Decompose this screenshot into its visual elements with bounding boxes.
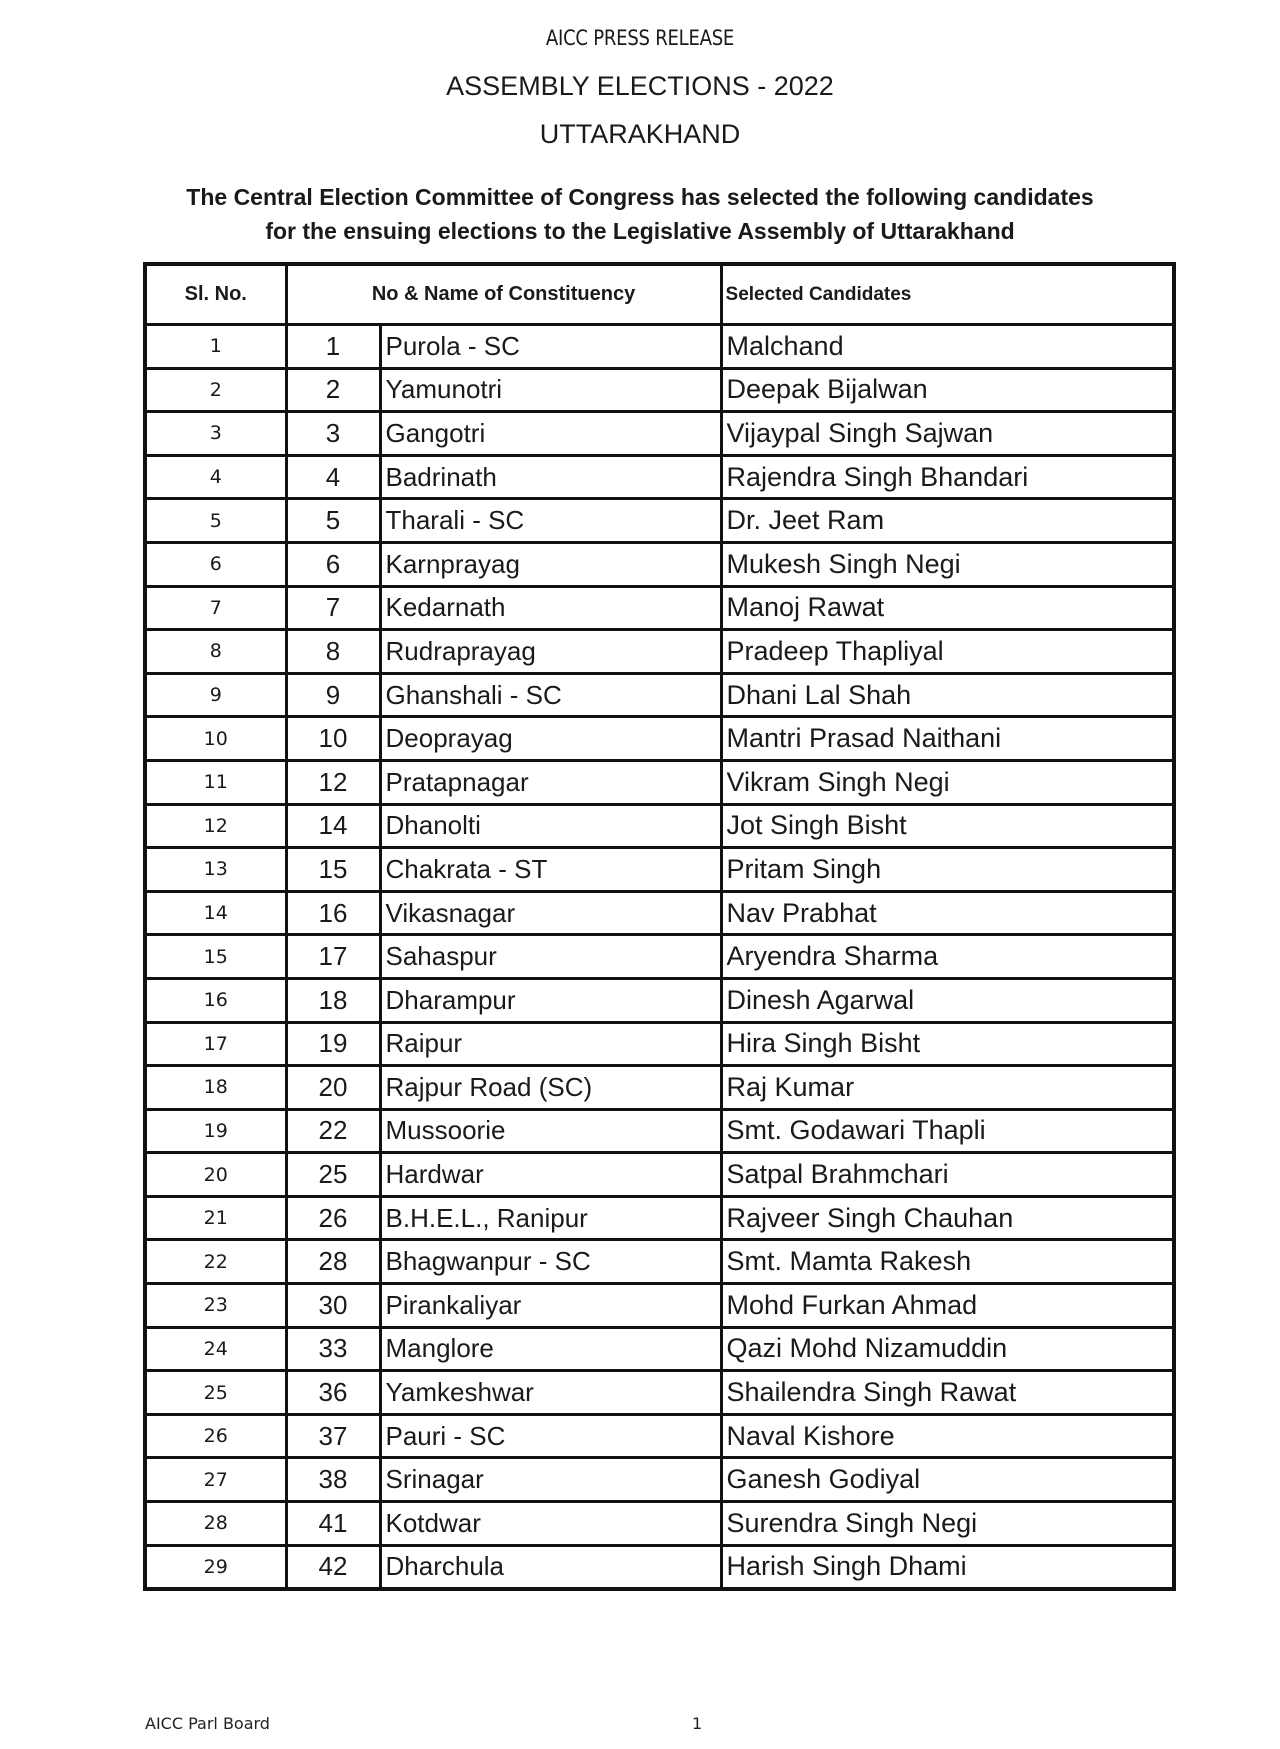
table-row [145,1066,1174,1110]
table-row [145,1545,1174,1589]
sl-no-cell: 20 [145,1153,286,1197]
sl-no-cell: 22 [145,1240,286,1284]
candidate-name-cell: Mantri Prasad Naithani [721,717,1174,761]
sl-no-cell: 21 [145,1196,286,1240]
constituency-name-cell: Gangotri [380,412,721,456]
constituency-number-cell: 10 [286,717,380,761]
constituency-number-cell: 9 [286,673,380,717]
press-release-label: AICC PRESS RELEASE [545,26,735,50]
table-row [145,717,1174,761]
candidate-name-cell: Aryendra Sharma [721,935,1174,979]
table-row [145,1327,1174,1371]
candidate-name-cell: Smt. Godawari Thapli [721,1109,1174,1153]
sl-no-cell: 18 [145,1066,286,1110]
sl-no-cell: 26 [145,1414,286,1458]
sl-no-cell: 9 [145,673,286,717]
sl-no-cell: 17 [145,1022,286,1066]
candidate-name-cell: Nav Prabhat [721,891,1174,935]
sl-no-cell: 5 [145,499,286,543]
sl-no-cell: 3 [145,412,286,456]
candidate-name-cell: Satpal Brahmchari [721,1153,1174,1197]
constituency-number-cell: 19 [286,1022,380,1066]
table-row [145,1414,1174,1458]
candidate-name-cell: Pritam Singh [721,848,1174,892]
constituency-number-cell: 12 [286,760,380,804]
constituency-number-cell: 17 [286,935,380,979]
candidate-name-cell: Dhani Lal Shah [721,673,1174,717]
table-row [145,1240,1174,1284]
constituency-name-cell: Pirankaliyar [380,1284,721,1328]
constituency-name-cell: B.H.E.L., Ranipur [380,1196,721,1240]
constituency-name-cell: Bhagwanpur - SC [380,1240,721,1284]
table-row [145,1371,1174,1415]
table-row [145,1458,1174,1502]
candidate-name-cell: Harish Singh Dhami [721,1545,1174,1589]
candidate-name-cell: Ganesh Godiyal [721,1458,1174,1502]
document-title: ASSEMBLY ELECTIONS - 2022 [446,71,834,101]
table-row [145,848,1174,892]
candidate-name-cell: Vijaypal Singh Sajwan [721,412,1174,456]
table-row [145,891,1174,935]
constituency-number-cell: 42 [286,1545,380,1589]
constituency-name-cell: Mussoorie [380,1109,721,1153]
table-header-row [145,264,1174,325]
sl-no-cell: 11 [145,760,286,804]
constituency-name-cell: Kotdwar [380,1502,721,1546]
candidates-table [143,262,1176,1591]
constituency-number-cell: 26 [286,1196,380,1240]
table-row [145,1022,1174,1066]
constituency-number-cell: 22 [286,1109,380,1153]
table-row [145,978,1174,1022]
table-row [145,499,1174,543]
sl-no-cell: 2 [145,368,286,412]
constituency-number-cell: 6 [286,542,380,586]
constituency-name-cell: Vikasnagar [380,891,721,935]
constituency-name-cell: Badrinath [380,455,721,499]
candidate-name-cell: Malchand [721,325,1174,369]
constituency-name-cell: Srinagar [380,1458,721,1502]
constituency-number-cell: 8 [286,630,380,674]
table-row [145,455,1174,499]
constituency-name-cell: Pauri - SC [380,1414,721,1458]
candidate-name-cell: Qazi Mohd Nizamuddin [721,1327,1174,1371]
candidate-name-cell: Hira Singh Bisht [721,1022,1174,1066]
candidate-name-cell: Manoj Rawat [721,586,1174,630]
sl-no-cell: 27 [145,1458,286,1502]
intro-line-2: for the ensuing elections to the Legislative Assembly of Uttarakhand [265,218,1015,244]
column-header-candidate: Selected Candidates [721,264,1174,325]
sl-no-cell: 16 [145,978,286,1022]
constituency-number-cell: 36 [286,1371,380,1415]
candidate-name-cell: Smt. Mamta Rakesh [721,1240,1174,1284]
candidate-name-cell: Rajveer Singh Chauhan [721,1196,1174,1240]
sl-no-cell: 19 [145,1109,286,1153]
sl-no-cell: 10 [145,717,286,761]
constituency-number-cell: 30 [286,1284,380,1328]
table-row [145,586,1174,630]
constituency-number-cell: 18 [286,978,380,1022]
constituency-number-cell: 16 [286,891,380,935]
constituency-name-cell: Tharali - SC [380,499,721,543]
constituency-name-cell: Karnprayag [380,542,721,586]
sl-no-cell: 23 [145,1284,286,1328]
candidate-name-cell: Rajendra Singh Bhandari [721,455,1174,499]
constituency-name-cell: Rajpur Road (SC) [380,1066,721,1110]
column-header-constituency: No & Name of Constituency [286,264,721,325]
table-row [145,673,1174,717]
constituency-number-cell: 5 [286,499,380,543]
candidate-name-cell: Dr. Jeet Ram [721,499,1174,543]
constituency-number-cell: 33 [286,1327,380,1371]
constituency-number-cell: 3 [286,412,380,456]
constituency-number-cell: 20 [286,1066,380,1110]
sl-no-cell: 1 [145,325,286,369]
constituency-number-cell: 38 [286,1458,380,1502]
constituency-name-cell: Dharampur [380,978,721,1022]
table-row [145,630,1174,674]
constituency-name-cell: Yamunotri [380,368,721,412]
candidate-name-cell: Naval Kishore [721,1414,1174,1458]
candidate-name-cell: Pradeep Thapliyal [721,630,1174,674]
table-row [145,1109,1174,1153]
table-row [145,542,1174,586]
constituency-number-cell: 7 [286,586,380,630]
constituency-name-cell: Dhanolti [380,804,721,848]
constituency-name-cell: Sahaspur [380,935,721,979]
sl-no-cell: 14 [145,891,286,935]
candidate-name-cell: Jot Singh Bisht [721,804,1174,848]
constituency-number-cell: 41 [286,1502,380,1546]
candidate-name-cell: Dinesh Agarwal [721,978,1174,1022]
table-row [145,1196,1174,1240]
table-row [145,760,1174,804]
footer-board-label: AICC Parl Board [145,1714,270,1733]
table-row [145,1284,1174,1328]
intro-line-1: The Central Election Committee of Congress has selected the following candidates [186,184,1094,210]
intro-paragraph [0,180,1280,248]
sl-no-cell: 13 [145,848,286,892]
column-header-sl-no: Sl. No. [145,264,286,325]
constituency-name-cell: Chakrata - ST [380,848,721,892]
table-row [145,368,1174,412]
state-heading: UTTARAKHAND [539,119,741,149]
sl-no-cell: 7 [145,586,286,630]
candidate-name-cell: Vikram Singh Negi [721,760,1174,804]
constituency-name-cell: Ghanshali - SC [380,673,721,717]
constituency-name-cell: Manglore [380,1327,721,1371]
constituency-name-cell: Raipur [380,1022,721,1066]
table-row [145,804,1174,848]
constituency-name-cell: Hardwar [380,1153,721,1197]
page-number: 1 [692,1714,703,1733]
candidate-name-cell: Shailendra Singh Rawat [721,1371,1174,1415]
constituency-name-cell: Yamkeshwar [380,1371,721,1415]
table-row [145,325,1174,369]
constituency-name-cell: Rudraprayag [380,630,721,674]
table-row [145,1153,1174,1197]
table-body [145,325,1174,1590]
candidate-name-cell: Raj Kumar [721,1066,1174,1110]
constituency-name-cell: Purola - SC [380,325,721,369]
sl-no-cell: 6 [145,542,286,586]
table-row [145,935,1174,979]
constituency-name-cell: Kedarnath [380,586,721,630]
table-row [145,1502,1174,1546]
candidate-name-cell: Mukesh Singh Negi [721,542,1174,586]
table-row [145,412,1174,456]
constituency-number-cell: 1 [286,325,380,369]
constituency-number-cell: 2 [286,368,380,412]
constituency-name-cell: Pratapnagar [380,760,721,804]
constituency-number-cell: 15 [286,848,380,892]
candidate-name-cell: Mohd Furkan Ahmad [721,1284,1174,1328]
constituency-number-cell: 14 [286,804,380,848]
sl-no-cell: 25 [145,1371,286,1415]
constituency-name-cell: Deoprayag [380,717,721,761]
sl-no-cell: 12 [145,804,286,848]
candidate-name-cell: Deepak Bijalwan [721,368,1174,412]
sl-no-cell: 8 [145,630,286,674]
constituency-number-cell: 37 [286,1414,380,1458]
sl-no-cell: 4 [145,455,286,499]
constituency-number-cell: 4 [286,455,380,499]
sl-no-cell: 29 [145,1545,286,1589]
candidate-name-cell: Surendra Singh Negi [721,1502,1174,1546]
sl-no-cell: 15 [145,935,286,979]
sl-no-cell: 28 [145,1502,286,1546]
constituency-number-cell: 28 [286,1240,380,1284]
sl-no-cell: 24 [145,1327,286,1371]
constituency-name-cell: Dharchula [380,1545,721,1589]
constituency-number-cell: 25 [286,1153,380,1197]
